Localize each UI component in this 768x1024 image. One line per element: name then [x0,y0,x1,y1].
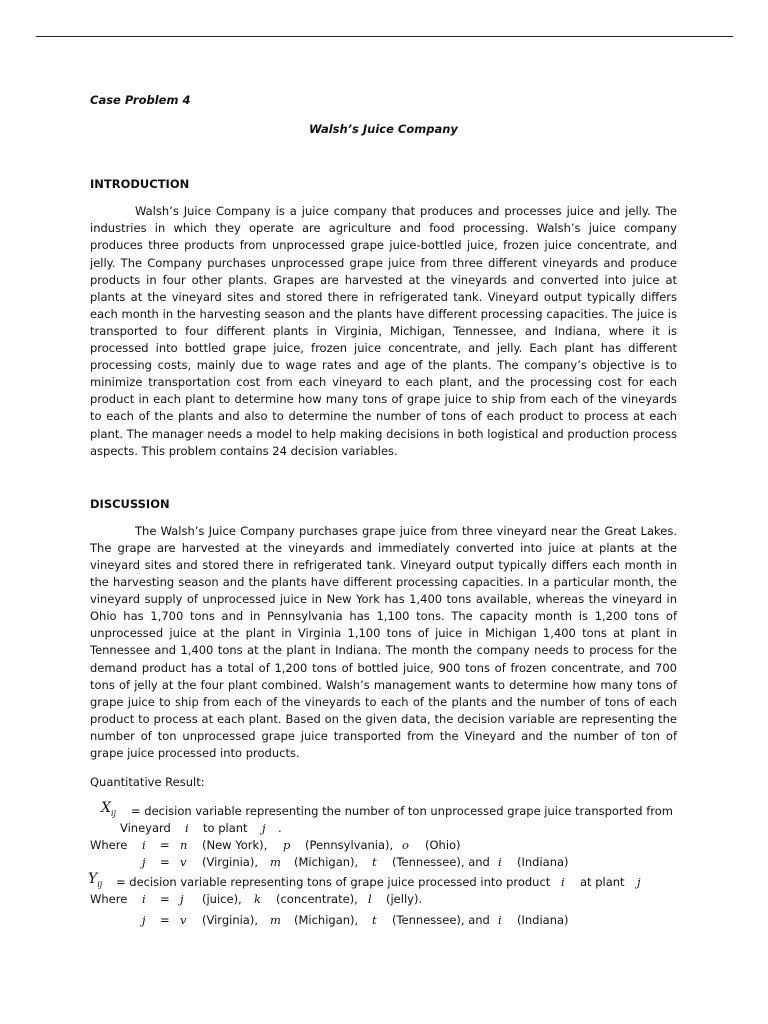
vineyard-index-line: Where i = n (New York), p (Pennsylvania), o (Ohio) [90,838,461,853]
x-variable: $X_{ij}$ [101,800,117,818]
case-label: Case Problem 4 [90,93,191,107]
top-rule [36,36,733,37]
introduction-paragraph: Walsh’s Juice Company is a juice company that produces and processes juice and jelly. The industries in which they operate are agriculture and food processing. Walsh’s juice company produces three products from unprocessed grape juice-bottled juice, frozen juice concentrate, and jelly. The Company purchases unprocessed grape juice from three different vineyards and produce products in four other plants. Grapes are harvested at the vineyards and converted into juice at plants at the vineyard sites and stored there in refrigerated tank. Vineyard output typically differs each month in the harvesting season and the plants have different processing capacities. The juice is transported to four different plants in Virginia, Michigan, Tennessee, and Indiana, where it is processed into bottled grape juice, frozen juice concentrate, and jelly. Each plant has different processing costs, mainly due to wage rates and age of the plants. The company’s objective is to minimize transportation cost from each vineyard to each plant, and the processing cost for each product in each plant to determine how many tons of grape juice to ship from each of the vineyards to each of the plants and also to determine the number of tons of each product to process at each plant. The manager needs a model to help making decisions in both logistical and production process aspects. This problem contains 24 decision variables. [90,204,677,458]
product-index-line: Where i = j (juice), k (concentrate), l (jelly). [90,892,423,907]
document-title: Walsh’s Juice Company [309,122,458,137]
y-variable: $Y_{ij}$ [88,871,103,889]
variable-definitions [88,800,677,929]
introduction-heading: INTRODUCTION [90,177,190,192]
discussion-paragraph: The Walsh’s Juice Company purchases grape juice from three vineyard near the Great Lakes. The grape are harvested at the vineyards and immediately converted into juice at plants at the vineyard sites and stored there in refrigerated tank. Vineyard output typically differs each month in the harvesting season and the plants have different processing capacities. In a particular month, the vineyard supply of unprocessed juice in New York has 1,400 tons available, whereas the vineyard in Ohio has 1,700 tons and in Pennsylvania has 1,100 tons. The capacity month is 1,200 tons of unprocessed juice at the plant in Virginia 1,100 tons of juice in Michigan 1,400 tons at plant in Tennessee and 1,400 tons at the plant in Indiana. The month the company needs to process for the demand product has a total of 1,200 tons of bottled juice, 900 tons of frozen concentrate, and 700 tons of jelly at the four plant combined. Walsh’s management wants to determine how many tons of grape juice to ship from each of the vineyards to each of the plants and the number of tons of each product to process at each plant. Based on the given data, the decision variable are representing the number of ton unprocessed grape juice transported from the Vineyard and the number of ton of grape juice processed into products. [90,523,677,760]
x-definition-line [90,800,677,820]
plant-index-line-1: j = v (Virginia), m (Michigan), t (Tennessee), and i (Indiana) [142,855,569,870]
quantitative-label: Quantitative Result: [90,775,205,790]
plant-index-line-2: j = v (Virginia), m (Michigan), t (Tennessee), and i (Indiana) [142,913,569,928]
y-definition-text: = decision variable representing tons of grape juice processed into product [116,875,551,890]
document-page [90,92,677,929]
x-definition-text: = decision variable representing the number of ton unprocessed grape juice transported from [131,804,673,819]
x-definition-line-2: Vineyard i to plant j . [120,821,282,836]
discussion-heading: DISCUSSION [90,496,170,511]
y-definition-line: $Y_{ij}$ = decision variable representing tons of grape juice processed into product i at plant j [90,874,677,891]
